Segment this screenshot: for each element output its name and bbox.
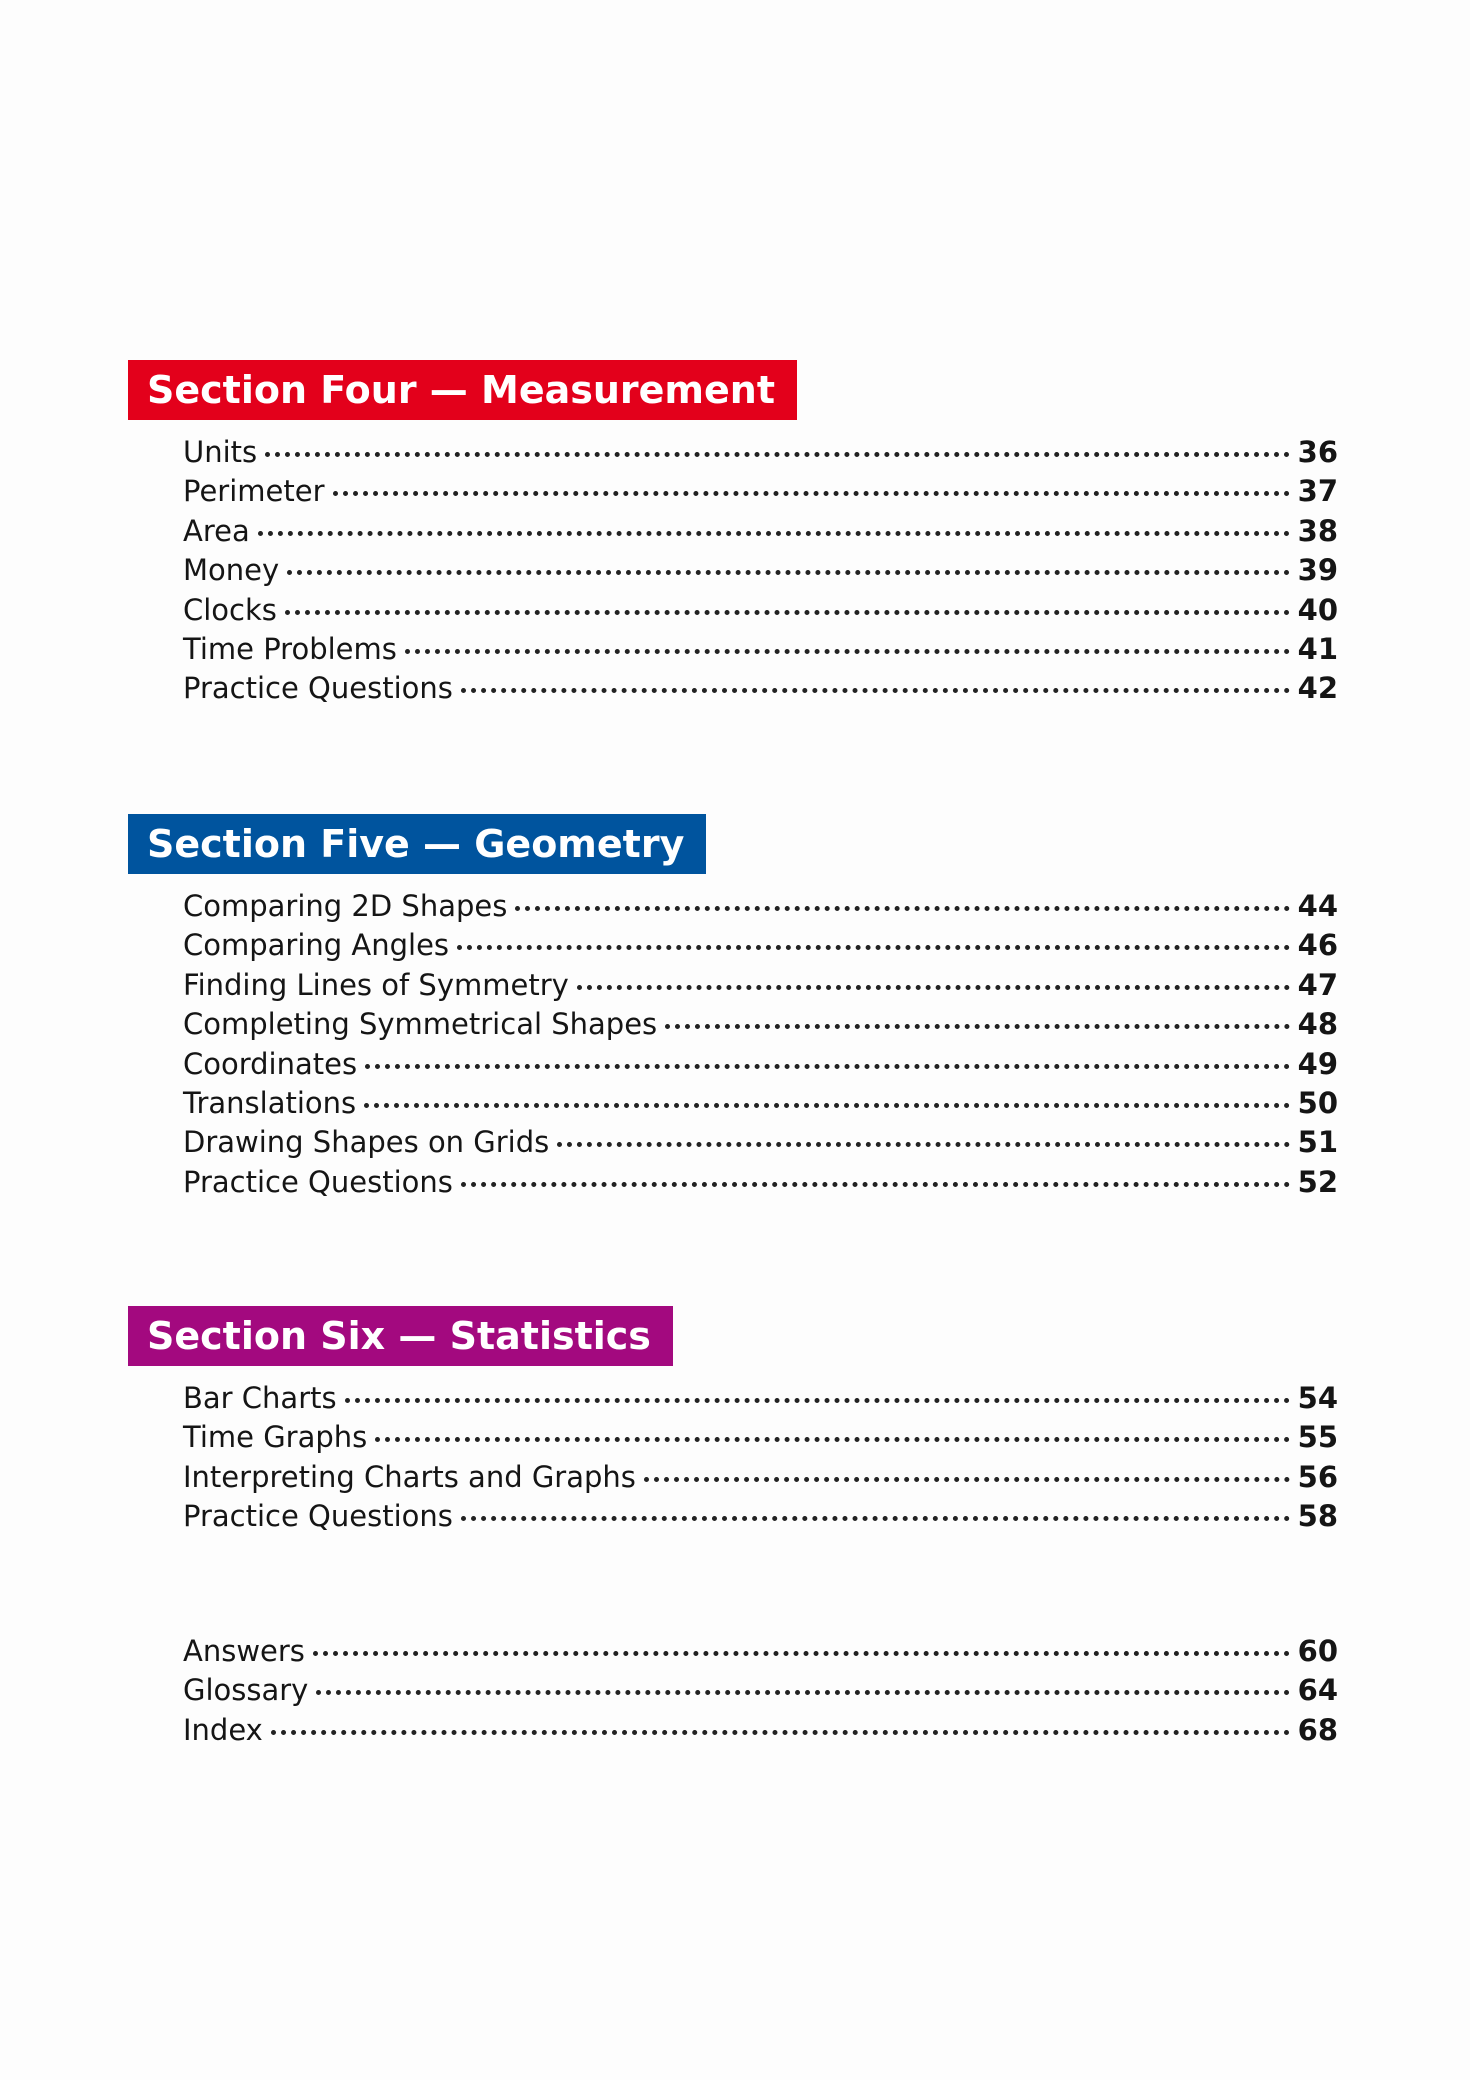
toc-entry-page: 49 <box>1297 1046 1338 1081</box>
toc-entry-title: Answers <box>183 1634 305 1668</box>
toc-entry[interactable] <box>183 1047 1338 1086</box>
toc-entry-page: 41 <box>1297 631 1338 666</box>
toc-entry[interactable] <box>183 1460 1338 1499</box>
dot-leader <box>461 1516 1290 1521</box>
toc-entry-title: Drawing Shapes on Grids <box>183 1125 550 1160</box>
toc-entry-title: Finding Lines of Symmetry <box>183 967 569 1002</box>
toc-entry-title: Comparing 2D Shapes <box>183 889 508 923</box>
toc-entry[interactable] <box>183 593 1338 632</box>
toc-entry[interactable] <box>183 1420 1338 1459</box>
dot-leader <box>364 1103 1290 1108</box>
toc-entry-title: Practice Questions <box>183 671 453 706</box>
toc-entry-page: 38 <box>1297 513 1338 548</box>
toc-entry[interactable] <box>183 1673 1338 1712</box>
toc-entry-page: 52 <box>1297 1164 1338 1199</box>
toc-entry-title: Money <box>183 553 280 588</box>
dot-leader <box>577 985 1290 990</box>
toc-entry-title: Area <box>183 513 250 548</box>
toc-entry-title: Practice Questions <box>183 1499 453 1534</box>
section-four <box>128 360 1338 711</box>
toc-entry[interactable] <box>183 1125 1338 1164</box>
back-matter <box>128 1634 1338 1752</box>
toc-entry-page: 40 <box>1297 592 1338 627</box>
section-four-list <box>128 435 1338 711</box>
toc-entry-title: Practice Questions <box>183 1164 453 1199</box>
dot-leader <box>345 1398 1290 1403</box>
toc-entry-page: 56 <box>1297 1459 1338 1494</box>
toc-entry-title: Perimeter <box>183 474 325 509</box>
toc-entry[interactable] <box>183 1713 1338 1752</box>
toc-entry[interactable] <box>183 1499 1338 1538</box>
toc-entry-page: 68 <box>1297 1712 1338 1747</box>
dot-leader <box>375 1437 1290 1442</box>
dot-leader <box>461 688 1290 693</box>
toc-entry-page: 60 <box>1297 1634 1338 1668</box>
toc-entry-title: Comparing Angles <box>183 928 450 963</box>
toc-entry-title: Completing Symmetrical Shapes <box>183 1007 658 1042</box>
dot-leader <box>557 1142 1290 1147</box>
dot-leader <box>271 1730 1290 1735</box>
toc-entry-page: 54 <box>1297 1381 1338 1415</box>
toc-entry[interactable] <box>183 632 1338 671</box>
dot-leader <box>461 1182 1290 1187</box>
toc-entry[interactable] <box>183 968 1338 1007</box>
section-four-header: Section Four — Measurement <box>128 360 797 420</box>
section-six-list <box>128 1381 1338 1539</box>
toc-entry[interactable] <box>183 1634 1338 1673</box>
toc-entry[interactable] <box>183 1165 1338 1204</box>
section-six <box>128 1306 1338 1539</box>
section-five-header: Section Five — Geometry <box>128 814 706 874</box>
dot-leader <box>515 906 1290 911</box>
toc-entry-page: 44 <box>1297 889 1338 923</box>
toc-entry-page: 39 <box>1297 553 1338 588</box>
toc-entry-title: Interpreting Charts and Graphs <box>183 1459 636 1494</box>
toc-entry-title: Time Graphs <box>183 1420 368 1455</box>
toc-entry-title: Index <box>183 1712 263 1747</box>
toc-entry-title: Translations <box>183 1085 357 1120</box>
toc-entry[interactable] <box>183 1381 1338 1420</box>
toc-entry-page: 50 <box>1297 1085 1338 1120</box>
section-six-header: Section Six — Statistics <box>128 1306 673 1366</box>
toc-entry-page: 51 <box>1297 1125 1338 1160</box>
dot-leader <box>365 1064 1290 1069</box>
dot-leader <box>287 570 1290 575</box>
toc-entry-title: Bar Charts <box>183 1381 337 1415</box>
toc-entry[interactable] <box>183 1086 1338 1125</box>
toc-entry-page: 48 <box>1297 1007 1338 1042</box>
toc-entry-page: 46 <box>1297 928 1338 963</box>
section-five-list <box>128 889 1338 1204</box>
dot-leader <box>285 610 1290 615</box>
section-five <box>128 814 1338 1204</box>
dot-leader <box>665 1024 1290 1029</box>
toc-entry-title: Units <box>183 435 258 469</box>
dot-leader <box>405 649 1290 654</box>
toc-entry-page: 64 <box>1297 1673 1338 1708</box>
toc-entry-title: Time Problems <box>183 631 397 666</box>
toc-entry[interactable] <box>183 435 1338 474</box>
dot-leader <box>258 531 1290 536</box>
toc-entry-page: 55 <box>1297 1420 1338 1455</box>
toc-entry[interactable] <box>183 514 1338 553</box>
dot-leader <box>457 945 1290 950</box>
toc-entry[interactable] <box>183 928 1338 967</box>
toc-entry[interactable] <box>183 474 1338 513</box>
toc-entry[interactable] <box>183 553 1338 592</box>
toc-entry-page: 37 <box>1297 474 1338 509</box>
toc-entry-title: Glossary <box>183 1673 309 1708</box>
toc-entry[interactable] <box>183 889 1338 928</box>
toc-entry-page: 47 <box>1297 967 1338 1002</box>
toc-entry-page: 58 <box>1297 1499 1338 1534</box>
toc-entry-page: 42 <box>1297 671 1338 706</box>
toc-entry-title: Coordinates <box>183 1046 358 1081</box>
toc-entry[interactable] <box>183 671 1338 710</box>
toc-entry[interactable] <box>183 1007 1338 1046</box>
toc-entry-title: Clocks <box>183 592 277 627</box>
dot-leader <box>313 1651 1290 1656</box>
back-matter-list <box>128 1634 1338 1752</box>
dot-leader <box>265 452 1290 457</box>
dot-leader <box>316 1690 1290 1695</box>
toc-entry-page: 36 <box>1297 435 1338 469</box>
dot-leader <box>333 491 1290 496</box>
dot-leader <box>644 1477 1290 1482</box>
